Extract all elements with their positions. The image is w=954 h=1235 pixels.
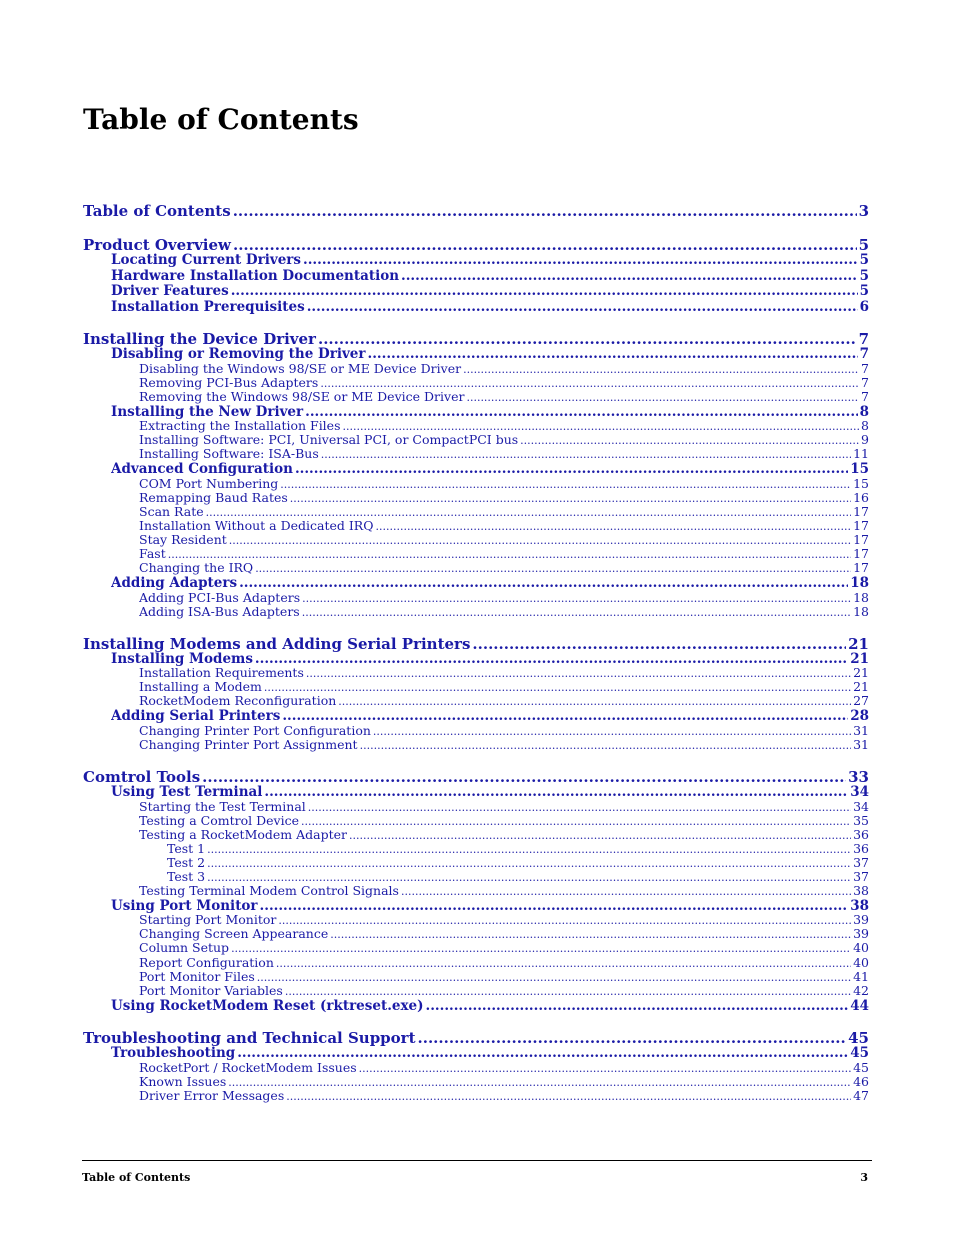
toc-entry-page: 45 bbox=[848, 1029, 869, 1048]
toc-entry-level-3[interactable] bbox=[139, 1075, 869, 1089]
toc-entry-label: Disabling the Windows 98/SE or ME Device Driver bbox=[139, 361, 462, 376]
toc-entry-page: 16 bbox=[853, 490, 869, 505]
toc-entry-page: 17 bbox=[853, 518, 869, 533]
toc-entry-label: Adding Serial Printers bbox=[111, 708, 281, 725]
toc-entry-label: Column Setup bbox=[139, 941, 230, 956]
toc-entry-level-3[interactable] bbox=[139, 814, 869, 828]
toc-entry-level-3[interactable] bbox=[139, 694, 869, 708]
toc-entry-page: 45 bbox=[850, 1045, 869, 1062]
toc-entry-page: 7 bbox=[861, 389, 869, 404]
toc-entry-page: 5 bbox=[859, 283, 869, 299]
toc-entry-label: Installation Requirements bbox=[139, 666, 304, 681]
toc-entry-level-2[interactable] bbox=[111, 346, 869, 362]
toc-entry-page: 7 bbox=[861, 375, 869, 390]
toc-entry-page: 38 bbox=[853, 883, 869, 898]
dot-leader bbox=[349, 828, 851, 842]
dot-leader bbox=[375, 519, 851, 533]
dot-leader bbox=[466, 390, 859, 404]
toc-entry-label: Using RocketModem Reset (rktreset.exe) bbox=[111, 997, 424, 1014]
toc-entry-label: Using Test Terminal bbox=[111, 784, 263, 800]
dot-leader bbox=[228, 1075, 851, 1089]
dot-leader bbox=[280, 477, 851, 491]
toc-entry-label: Changing Printer Port Configuration bbox=[139, 723, 371, 738]
toc-entry-page: 36 bbox=[853, 841, 869, 856]
toc-entry-label: Stay Resident bbox=[139, 533, 227, 547]
toc-entry-label: Product Overview bbox=[83, 236, 231, 254]
page-title: Table of Contents bbox=[83, 103, 359, 136]
toc-entry-level-3[interactable] bbox=[139, 605, 869, 619]
toc-entry-label: Comtrol Tools bbox=[83, 768, 201, 786]
toc-entry-page: 45 bbox=[853, 1060, 869, 1075]
toc-entry-label: Installation Prerequisites bbox=[111, 298, 305, 315]
dot-leader bbox=[285, 984, 851, 998]
toc-entry-level-2[interactable] bbox=[111, 283, 869, 299]
toc-entry-page: 18 bbox=[853, 590, 869, 605]
dot-leader bbox=[286, 1089, 851, 1103]
toc-entry-level-3[interactable] bbox=[139, 1061, 869, 1075]
toc-entry-label: Adding Adapters bbox=[111, 575, 238, 592]
toc-entry-level-3[interactable] bbox=[139, 927, 869, 941]
toc-entry-label: Adding ISA-Bus Adapters bbox=[139, 604, 300, 619]
toc-entry-level-2[interactable] bbox=[111, 651, 869, 667]
dot-leader bbox=[295, 461, 848, 477]
toc-entry-label: Known Issues bbox=[139, 1074, 227, 1089]
dot-leader bbox=[276, 956, 851, 970]
toc-entry-level-3[interactable] bbox=[139, 956, 869, 970]
dot-leader bbox=[306, 666, 851, 680]
toc-entry-level-3[interactable] bbox=[139, 447, 869, 461]
toc-entry-page: 5 bbox=[859, 267, 869, 284]
toc-entry-label: Port Monitor Variables bbox=[139, 983, 283, 998]
toc-entry-page: 3 bbox=[858, 202, 869, 220]
dot-leader bbox=[255, 651, 848, 667]
dot-leader bbox=[303, 252, 858, 268]
toc-entry-label: Troubleshooting and Technical Support bbox=[83, 1029, 416, 1048]
dot-leader bbox=[520, 433, 859, 447]
toc-entry-page: 46 bbox=[853, 1074, 869, 1089]
toc-entry-page: 44 bbox=[850, 997, 869, 1014]
toc-entry-label: Changing the IRQ bbox=[139, 561, 254, 576]
toc-entry-label: Testing a RocketModem Adapter bbox=[139, 827, 348, 842]
toc-entry-page: 5 bbox=[859, 252, 869, 268]
toc-entry-page: 31 bbox=[853, 723, 869, 738]
dot-leader bbox=[368, 346, 858, 362]
toc-entry-level-2[interactable] bbox=[111, 268, 869, 284]
dot-leader bbox=[305, 404, 857, 420]
toc-entry-level-3[interactable] bbox=[139, 561, 869, 575]
toc-entry-page: 37 bbox=[853, 855, 869, 870]
toc-entry-label: Starting the Test Terminal bbox=[139, 799, 306, 814]
toc-entry-page: 18 bbox=[850, 575, 869, 592]
toc-entry-label: Using Port Monitor bbox=[111, 897, 258, 914]
toc-entry-page: 31 bbox=[853, 737, 869, 752]
toc-entry-level-3[interactable] bbox=[139, 941, 869, 955]
dot-leader bbox=[338, 694, 851, 708]
toc-entry-label: Driver Error Messages bbox=[139, 1088, 285, 1103]
toc-entry-page: 8 bbox=[859, 403, 869, 420]
toc-entry-label: Changing Printer Port Assignment bbox=[139, 737, 358, 752]
toc-entry-label: Installing Modems bbox=[111, 650, 253, 667]
dot-leader bbox=[264, 680, 851, 694]
toc-entry-level-3[interactable] bbox=[139, 1089, 869, 1103]
toc-entry-label: Test 1 bbox=[167, 841, 206, 856]
toc-entry-label: Advanced Configuration bbox=[111, 461, 293, 478]
dot-leader bbox=[207, 870, 851, 884]
dot-leader bbox=[233, 202, 857, 220]
toc-entry-page: 34 bbox=[853, 799, 869, 814]
dot-leader bbox=[237, 1045, 848, 1061]
toc-entry-page: 27 bbox=[853, 694, 869, 709]
toc-entry-level-3[interactable] bbox=[139, 724, 869, 738]
dot-leader bbox=[308, 800, 851, 814]
toc-entry-page: 35 bbox=[853, 813, 869, 828]
dot-leader bbox=[239, 575, 848, 591]
toc-entry-page: 39 bbox=[853, 913, 869, 928]
toc-entry-label: Test 3 bbox=[167, 869, 206, 884]
toc-entry-page: 8 bbox=[861, 419, 869, 434]
dot-leader bbox=[229, 533, 851, 547]
toc-entry-page: 7 bbox=[861, 361, 869, 376]
toc-entry-page: 17 bbox=[853, 504, 869, 519]
toc-entry-label: Changing Screen Appearance bbox=[139, 927, 329, 942]
toc-entry-label: Installing a Modem bbox=[139, 680, 262, 695]
toc-entry-level-2[interactable] bbox=[111, 998, 869, 1014]
toc-entry-level-2[interactable] bbox=[111, 461, 869, 477]
toc-entry-label: Installing the New Driver bbox=[111, 403, 304, 420]
dot-leader bbox=[330, 927, 851, 941]
toc-entry-level-3[interactable] bbox=[139, 433, 869, 447]
toc-entry-label: Removing the Windows 98/SE or ME Device Driver bbox=[139, 389, 465, 404]
toc-entry-page: 9 bbox=[861, 433, 869, 448]
toc-entry-page: 33 bbox=[848, 768, 869, 786]
dot-leader bbox=[290, 491, 851, 505]
dot-leader bbox=[321, 447, 851, 461]
toc-entry-page: 47 bbox=[853, 1088, 869, 1103]
dot-leader bbox=[401, 884, 851, 898]
dot-leader bbox=[264, 784, 848, 800]
toc-entry-page: 15 bbox=[853, 476, 869, 491]
toc-entry-label: COM Port Numbering bbox=[139, 476, 279, 491]
toc-entry-level-3[interactable] bbox=[139, 390, 869, 404]
dot-leader bbox=[260, 898, 849, 914]
dot-leader bbox=[401, 268, 858, 284]
dot-leader bbox=[255, 561, 851, 575]
toc-entry-level-3[interactable] bbox=[139, 828, 869, 842]
toc-entry-label: Locating Current Drivers bbox=[111, 252, 302, 268]
toc-entry-level-3[interactable] bbox=[139, 738, 869, 752]
toc-entry-level-3[interactable] bbox=[139, 419, 869, 433]
dot-leader bbox=[231, 283, 858, 299]
dot-leader bbox=[278, 913, 851, 927]
toc-entry-level-2[interactable] bbox=[111, 299, 869, 315]
toc-entry-page: 5 bbox=[858, 236, 869, 254]
toc-entry-label: Starting Port Monitor bbox=[139, 913, 277, 928]
toc-entry-label: Port Monitor Files bbox=[139, 969, 255, 984]
dot-leader bbox=[373, 724, 851, 738]
toc-entry-level-1[interactable] bbox=[83, 202, 869, 220]
toc-entry-page: 40 bbox=[853, 955, 869, 970]
toc-entry-level-3[interactable] bbox=[139, 533, 869, 547]
toc-entry-level-2[interactable] bbox=[111, 252, 869, 268]
toc-entry-level-4[interactable] bbox=[167, 842, 869, 856]
dot-leader bbox=[302, 591, 851, 605]
toc-entry-level-3[interactable] bbox=[139, 970, 869, 984]
toc-entry-label: Hardware Installation Documentation bbox=[111, 267, 400, 284]
dot-leader bbox=[463, 362, 859, 376]
toc-entry-page: 21 bbox=[853, 666, 869, 681]
dot-leader bbox=[359, 1061, 851, 1075]
dot-leader bbox=[207, 842, 851, 856]
toc-entry-label: Table of Contents bbox=[83, 202, 231, 220]
footer-divider bbox=[82, 1160, 872, 1161]
toc-entry-label: Scan Rate bbox=[139, 504, 204, 519]
toc-entry-level-3[interactable] bbox=[139, 800, 869, 814]
toc-entry-label: Testing a Comtrol Device bbox=[139, 813, 299, 828]
toc-entry-label: Testing Terminal Modem Control Signals bbox=[139, 883, 399, 898]
toc-entry-level-3[interactable] bbox=[139, 666, 869, 680]
toc-entry-level-4[interactable] bbox=[167, 870, 869, 884]
toc-entry-label: Remapping Baud Rates bbox=[139, 490, 288, 505]
toc-entry-label: Installing Modems and Adding Serial Printers bbox=[83, 634, 471, 653]
toc-entry-page: 28 bbox=[850, 708, 869, 725]
toc-entry-level-3[interactable] bbox=[139, 884, 869, 898]
toc-entry-label: Installing Software: ISA-Bus bbox=[139, 447, 319, 462]
toc-entry-page: 18 bbox=[853, 604, 869, 619]
toc-entry-level-2[interactable] bbox=[111, 1045, 869, 1061]
toc-entry-level-3[interactable] bbox=[139, 362, 869, 376]
toc-entry-page: 38 bbox=[850, 897, 869, 914]
dot-leader bbox=[320, 376, 859, 390]
dot-leader bbox=[257, 970, 851, 984]
toc-entry-label: Installation Without a Dedicated IRQ bbox=[139, 518, 374, 533]
toc-entry-label: Fast bbox=[139, 547, 166, 562]
toc-entry-page: 21 bbox=[848, 634, 869, 653]
toc-entry-label: Removing PCI-Bus Adapters bbox=[139, 375, 319, 390]
dot-leader bbox=[426, 998, 849, 1014]
toc-entry-page: 41 bbox=[853, 969, 869, 984]
footer-section-title: Table of Contents bbox=[82, 1171, 191, 1184]
toc-entry-label: Test 2 bbox=[167, 855, 206, 870]
toc-entry-page: 21 bbox=[853, 680, 869, 695]
toc-entry-level-2[interactable] bbox=[111, 575, 869, 591]
toc-entry-level-2[interactable] bbox=[111, 784, 869, 800]
toc-entry-level-3[interactable] bbox=[139, 591, 869, 605]
toc-entry-page: 34 bbox=[850, 784, 869, 800]
toc-entry-page: 37 bbox=[853, 869, 869, 884]
toc-entry-level-3[interactable] bbox=[139, 505, 869, 519]
toc-entry-page: 40 bbox=[853, 941, 869, 956]
toc-entry-label: Disabling or Removing the Driver bbox=[111, 346, 366, 362]
toc-entry-label: Troubleshooting bbox=[111, 1045, 236, 1062]
dot-leader bbox=[206, 505, 851, 519]
toc-entry-page: 36 bbox=[853, 827, 869, 842]
toc-entry-label: Installing Software: PCI, Universal PCI, or CompactPCI bus bbox=[139, 433, 519, 448]
toc-entry-page: 11 bbox=[853, 447, 869, 462]
toc-entry-level-3[interactable] bbox=[139, 376, 869, 390]
dot-leader bbox=[302, 605, 851, 619]
dot-leader bbox=[307, 299, 858, 315]
toc-entry-page: 42 bbox=[853, 983, 869, 998]
toc-entry-page: 17 bbox=[853, 547, 869, 562]
toc-entry-level-2[interactable] bbox=[111, 708, 869, 724]
toc-entry-label: Driver Features bbox=[111, 283, 229, 299]
toc-entry-level-3[interactable] bbox=[139, 491, 869, 505]
toc-entry-page: 21 bbox=[850, 650, 869, 667]
dot-leader bbox=[343, 419, 860, 433]
toc-entry-page: 17 bbox=[853, 561, 869, 576]
toc-entry-label: RocketModem Reconfiguration bbox=[139, 694, 337, 709]
toc-entry-page: 7 bbox=[858, 330, 869, 348]
dot-leader bbox=[282, 708, 848, 724]
toc-entry-label: Extracting the Installation Files bbox=[139, 419, 341, 434]
toc-entry-level-3[interactable] bbox=[139, 519, 869, 533]
toc-entry-label: Installing the Device Driver bbox=[83, 330, 316, 348]
dot-leader bbox=[207, 856, 851, 870]
toc-entry-page: 6 bbox=[859, 298, 869, 315]
toc-entry-level-3[interactable] bbox=[139, 477, 869, 491]
dot-leader bbox=[168, 547, 851, 561]
toc-entry-level-3[interactable] bbox=[139, 547, 869, 561]
dot-leader bbox=[301, 814, 851, 828]
toc-entry-level-2[interactable] bbox=[111, 898, 869, 914]
toc-entry-page: 39 bbox=[853, 927, 869, 942]
toc-entry-label: RocketPort / RocketModem Issues bbox=[139, 1060, 357, 1075]
dot-leader bbox=[360, 738, 852, 752]
toc-entry-level-2[interactable] bbox=[111, 404, 869, 420]
toc-entry-page: 15 bbox=[850, 461, 869, 478]
toc-entry-level-3[interactable] bbox=[139, 680, 869, 694]
toc-entry-label: Adding PCI-Bus Adapters bbox=[139, 590, 301, 605]
toc-entry-page: 17 bbox=[853, 533, 869, 547]
toc-entry-level-3[interactable] bbox=[139, 913, 869, 927]
toc-entry-label: Report Configuration bbox=[139, 955, 274, 970]
toc-entry-level-3[interactable] bbox=[139, 984, 869, 998]
toc-entry-page: 7 bbox=[859, 346, 869, 362]
footer-page-number: 3 bbox=[860, 1171, 868, 1184]
dot-leader bbox=[231, 941, 851, 955]
toc-entry-level-4[interactable] bbox=[167, 856, 869, 870]
